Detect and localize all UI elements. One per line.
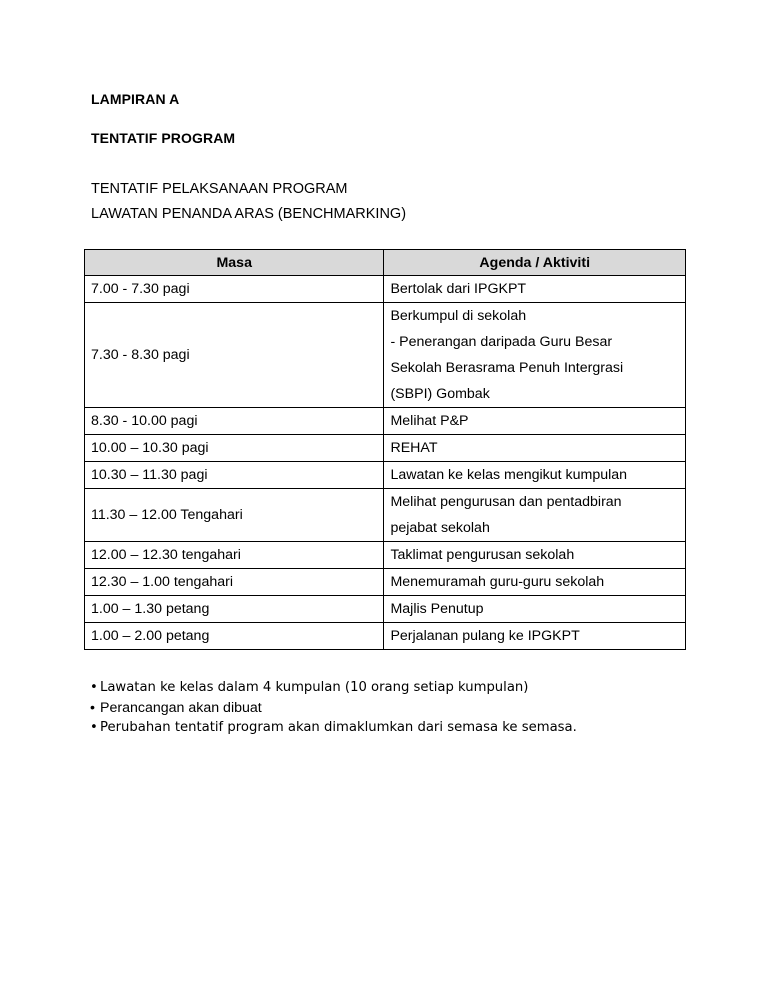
agenda-line: Melihat pengurusan dan pentadbiran xyxy=(390,494,622,510)
note-item xyxy=(90,718,577,738)
table-row xyxy=(85,489,686,542)
bullet-icon: • xyxy=(90,720,98,735)
agenda-line: Menemuramah guru-guru sekolah xyxy=(390,574,605,590)
table-row xyxy=(85,435,686,462)
agenda-line: pejabat sekolah xyxy=(390,520,490,536)
note-text: Perancangan akan dibuat xyxy=(100,700,262,716)
agenda-line: Bertolak dari IPGKPT xyxy=(390,281,527,297)
bullet-icon: • xyxy=(90,680,98,695)
table-row xyxy=(85,596,686,623)
agenda-line: Melihat P&P xyxy=(390,413,469,429)
subtitle-line-1: TENTATIF PELAKSANAAN PROGRAM xyxy=(91,181,348,197)
section-title: TENTATIF PROGRAM xyxy=(91,130,236,146)
notes-list xyxy=(90,678,577,738)
table-row xyxy=(85,569,686,596)
cell-agenda xyxy=(384,542,686,569)
cell-masa: 1.00 – 1.30 petang xyxy=(85,596,384,623)
table-row xyxy=(85,542,686,569)
table-row xyxy=(85,276,686,303)
schedule-table xyxy=(84,249,686,650)
agenda-line: Perjalanan pulang ke IPGKPT xyxy=(390,628,580,644)
header-agenda: Agenda / Aktiviti xyxy=(384,250,686,276)
cell-agenda xyxy=(384,276,686,303)
note-text: Lawatan ke kelas dalam 4 kumpulan (10 orang setiap kumpulan) xyxy=(100,680,529,695)
subtitle-line-2: LAWATAN PENANDA ARAS (BENCHMARKING) xyxy=(91,206,407,222)
table-row xyxy=(85,408,686,435)
cell-agenda xyxy=(384,623,686,650)
table-header-row xyxy=(85,250,686,276)
cell-masa: 8.30 - 10.00 pagi xyxy=(85,408,384,435)
cell-agenda xyxy=(384,435,686,462)
agenda-line: Majlis Penutup xyxy=(390,601,484,617)
agenda-line: Sekolah Berasrama Penuh Intergrasi xyxy=(390,360,624,376)
header-masa: Masa xyxy=(85,250,384,276)
cell-agenda xyxy=(384,462,686,489)
cell-masa: 7.00 - 7.30 pagi xyxy=(85,276,384,303)
cell-agenda xyxy=(384,303,686,408)
agenda-line: (SBPI) Gombak xyxy=(390,386,490,402)
table-row xyxy=(85,623,686,650)
table-row xyxy=(85,303,686,408)
cell-masa: 7.30 - 8.30 pagi xyxy=(85,303,384,408)
table-row xyxy=(85,462,686,489)
cell-agenda xyxy=(384,489,686,542)
cell-masa: 12.00 – 12.30 tengahari xyxy=(85,542,384,569)
note-item xyxy=(90,698,577,718)
agenda-line: - Penerangan daripada Guru Besar xyxy=(390,334,613,350)
appendix-label: LAMPIRAN A xyxy=(91,91,180,107)
schedule-body xyxy=(85,276,686,650)
agenda-line: Berkumpul di sekolah xyxy=(390,308,527,324)
note-item xyxy=(90,678,577,698)
agenda-line: Lawatan ke kelas mengikut kumpulan xyxy=(390,467,628,483)
cell-agenda xyxy=(384,569,686,596)
cell-masa: 10.00 – 10.30 pagi xyxy=(85,435,384,462)
cell-agenda xyxy=(384,408,686,435)
cell-masa: 10.30 – 11.30 pagi xyxy=(85,462,384,489)
cell-masa: 12.30 – 1.00 tengahari xyxy=(85,569,384,596)
cell-masa: 1.00 – 2.00 petang xyxy=(85,623,384,650)
cell-agenda xyxy=(384,596,686,623)
agenda-line: REHAT xyxy=(390,440,438,456)
note-text: Perubahan tentatif program akan dimaklumkan dari semasa ke semasa. xyxy=(100,720,577,735)
bullet-icon: • xyxy=(90,700,95,716)
agenda-line: Taklimat pengurusan sekolah xyxy=(390,547,575,563)
cell-masa: 11.30 – 12.00 Tengahari xyxy=(85,489,384,542)
